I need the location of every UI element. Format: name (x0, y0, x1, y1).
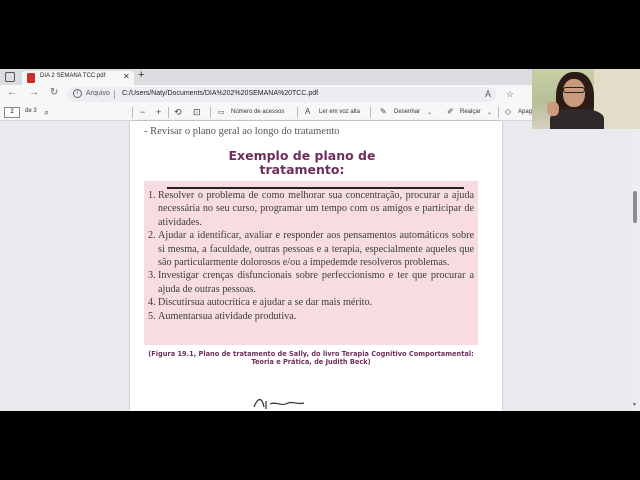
list-item-text: Ajudar a identificar, avaliar e responder aos pensamentos automáticos sobre si mesma, a faculdade, outras pessoas e a terapia, especialmente aqueles que são particularmente dolorosos e/ou a impedemde resolveros problemas. (158, 230, 474, 269)
read-mode-icon[interactable]: A (485, 89, 492, 99)
list-number: 1. (148, 190, 156, 201)
page-view-label[interactable]: Número de acessos (231, 109, 285, 115)
page-view-icon[interactable]: ▭ (218, 109, 225, 116)
section-title (130, 149, 474, 177)
list-item (148, 269, 474, 296)
divider (297, 107, 298, 118)
tab-close-icon[interactable]: ✕ (123, 72, 130, 81)
favorite-star-icon[interactable]: ☆ (506, 89, 515, 99)
origin-label: Arquivo (86, 90, 110, 97)
list-number: 3. (148, 270, 156, 282)
list-number: 5. (148, 310, 156, 322)
omnibox[interactable] (67, 87, 497, 102)
scroll-down-icon[interactable]: ▼ (632, 402, 637, 408)
pdf-viewer[interactable] (0, 121, 640, 411)
read-aloud-label[interactable]: Ler em voz alta (319, 109, 361, 115)
presenter-hand (547, 102, 559, 116)
draw-label[interactable]: Desenhar (394, 109, 421, 115)
page-count: de 3 (25, 108, 37, 114)
tab-title: DIA 2 SEMANA TCC.pdf (40, 73, 106, 79)
read-aloud-icon[interactable]: A (305, 107, 311, 116)
presenter-face (563, 79, 585, 107)
tab-actions-icon[interactable] (5, 72, 15, 82)
presenter-glasses (563, 87, 585, 93)
rotate-icon[interactable]: ⟲ (174, 107, 182, 117)
divider (498, 107, 499, 118)
figure-caption: (Figura 19.1, Plano de tratamento de Sally, do livro Terapia Cognitivo Comportamental: Teoria e Prática, de Judith Beck) (148, 350, 474, 366)
back-arrow-icon[interactable]: ← (7, 87, 17, 98)
highlight-label[interactable]: Realçar (460, 109, 481, 115)
divider (168, 107, 169, 118)
section-title-line-1: Exemplo de plano de (228, 148, 376, 163)
list-item-text: Investigar crenças disfuncionais sobre perfeccionismo e ter que procurar a ajuda de outras pessoas. (158, 270, 474, 295)
list-item-text: Aumentarsua atividade produtiva. (158, 310, 297, 322)
divider (370, 107, 371, 118)
eraser-icon[interactable]: ◇ (505, 107, 512, 116)
webcam-overlay (532, 69, 640, 129)
divider (132, 107, 133, 118)
chevron-down-icon[interactable]: ⌄ (427, 110, 433, 116)
draw-icon[interactable]: ✎ (380, 107, 387, 116)
zoom-out-icon[interactable]: − (140, 107, 146, 117)
chevron-down-icon[interactable]: ⌄ (487, 110, 493, 116)
divider (210, 107, 211, 118)
erase-label[interactable]: Apag (518, 109, 533, 115)
list-item (148, 189, 474, 229)
list-item-text: Resolver o problema de como melhorar sua concentração, procurar a ajuda necessária no seu curso, programar um tempo com os amigos e participar de atividades. (158, 190, 474, 228)
list-item (148, 310, 474, 323)
list-number: 2. (148, 230, 156, 242)
pdf-page (130, 121, 502, 411)
highlight-icon[interactable]: ✐ (447, 107, 454, 116)
url-text[interactable]: C:/Users/Naty/Documents/DIA%202%20SEMANA%20TCC.pdf (122, 90, 319, 97)
info-icon[interactable]: i (73, 89, 82, 98)
scroll-thumb[interactable] (633, 191, 637, 223)
divider (114, 90, 115, 99)
pdf-file-icon (27, 73, 35, 83)
forward-arrow-icon[interactable]: → (29, 87, 39, 98)
zoom-in-icon[interactable]: + (156, 107, 162, 117)
handwriting-mark (252, 395, 322, 411)
previous-bullet-text: - Revisar o plano geral ao longo do tratamento (144, 126, 340, 137)
vertical-scrollbar[interactable] (631, 121, 640, 411)
fit-page-icon[interactable]: ⊡ (193, 107, 201, 117)
refresh-icon[interactable]: ↻ (50, 87, 59, 98)
tab-pdf[interactable] (22, 71, 134, 85)
list-item (148, 296, 474, 309)
list-item-text: Discutirsua autocrítica e ajudar a se dar mais mérito. (158, 297, 373, 309)
list-item (148, 229, 474, 269)
search-icon[interactable]: ⌕ (44, 107, 50, 117)
list-number: 4. (148, 297, 156, 309)
new-tab-button[interactable]: + (138, 69, 145, 81)
page-number-input[interactable]: 2 (4, 107, 20, 118)
section-title-line-2: tratamento: (259, 162, 345, 177)
treatment-plan-list (148, 189, 474, 323)
